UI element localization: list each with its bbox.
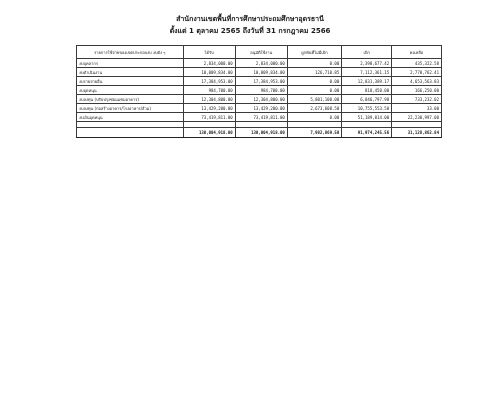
document-date-range: ตั้งแต่ 1 ตุลาคม 2565 ถึงวันที่ 31 กรกฎาคม 2566	[169, 27, 331, 35]
cell-remaining: 435,322.58	[392, 59, 442, 68]
cell-remaining: 733,232.02	[392, 95, 442, 104]
cell-received: 2,834,000.00	[183, 59, 235, 68]
budget-table	[76, 45, 442, 138]
cell-remaining: 22,230,997.00	[392, 113, 442, 122]
table-row	[77, 104, 442, 113]
row-label: งบเงินอุดหนุน	[77, 113, 184, 122]
cell-committed: 0.00	[287, 77, 341, 86]
cell-disbursed: 2,398,677.42	[342, 59, 392, 68]
cell-disbursed: 51,189,014.00	[342, 113, 392, 122]
cell-disbursed: 10,755,553.50	[342, 104, 392, 113]
header-committed: ผูกพันที่ไม่มีเบิก	[287, 46, 341, 59]
document-title: สำนักงานเขตพื้นที่การศึกษาประถมศึกษาอุดรธานี	[176, 15, 324, 23]
cell-remaining: 166,250.00	[392, 86, 442, 95]
cell-received: 73,419,811.00	[183, 113, 235, 122]
cell-disbursed: 12,831,389.17	[342, 77, 392, 86]
cell-approved: 12,304,800.00	[235, 95, 287, 104]
header-remaining: คงเหลือ	[392, 46, 442, 59]
total-received: 130,004,918.00	[183, 128, 235, 138]
cell-committed: 126,710.85	[287, 68, 341, 77]
table-row	[77, 59, 442, 68]
cell-approved: 73,419,811.00	[235, 113, 287, 122]
cell-remaining: 2,770,762.41	[392, 68, 442, 77]
row-label: งบบุคลากร	[77, 59, 184, 68]
cell-approved: 10,009,834.00	[235, 68, 287, 77]
total-remaining: 31,128,862.84	[392, 128, 442, 138]
cell-received: 10,009,834.00	[183, 68, 235, 77]
header-approved: อนุมัติใช้งาน	[235, 46, 287, 59]
header-received: ได้รับ	[183, 46, 235, 59]
cell-approved: 984,700.00	[235, 86, 287, 95]
cell-received: 17,384,953.00	[183, 77, 235, 86]
cell-committed: 0.00	[287, 113, 341, 122]
cell-committed: 5,801,100.00	[287, 95, 341, 104]
total-committed: 7,982,869.50	[287, 128, 341, 138]
total-label	[77, 128, 184, 138]
header-disbursed: เบิก	[342, 46, 392, 59]
table-row	[77, 113, 442, 122]
cell-disbursed: 818,450.00	[342, 86, 392, 95]
table-total-row	[77, 128, 442, 138]
table-header-row	[77, 46, 442, 59]
cell-received: 12,304,800.00	[183, 95, 235, 104]
row-label: งบลงทุน (ปรับปรุงซ่อมแซมอาคาร)	[77, 95, 184, 104]
row-label: งบลงทุน (ก่อสร้างอาคาร/โรงอาหาร/ส้วม)	[77, 104, 184, 113]
cell-received: 13,429,200.00	[183, 104, 235, 113]
cell-remaining: 33.00	[392, 104, 442, 113]
total-disbursed: 91,974,245.56	[342, 128, 392, 138]
total-approved: 130,004,918.00	[235, 128, 287, 138]
cell-approved: 17,384,953.00	[235, 77, 287, 86]
cell-received: 984,700.00	[183, 86, 235, 95]
cell-committed: 0.00	[287, 86, 341, 95]
cell-committed: 0.00	[287, 59, 341, 68]
cell-committed: 2,673,608.50	[287, 104, 341, 113]
cell-approved: 13,429,200.00	[235, 104, 287, 113]
table-row	[77, 95, 442, 104]
table-row	[77, 68, 442, 77]
cell-disbursed: 6,846,797.98	[342, 95, 392, 104]
row-label: งบดำเนินงาน	[77, 68, 184, 77]
table-row	[77, 77, 442, 86]
cell-remaining: 4,653,563.83	[392, 77, 442, 86]
row-label: งบรายจ่ายอื่น	[77, 77, 184, 86]
cell-approved: 2,834,000.00	[235, 59, 287, 68]
table-row	[77, 86, 442, 95]
header-item: รายการใช้จ่ายของเขตประกอบงบ งบตัง ๆ	[77, 46, 184, 59]
cell-disbursed: 7,112,361.15	[342, 68, 392, 77]
row-label: งบอุดหนุน	[77, 86, 184, 95]
